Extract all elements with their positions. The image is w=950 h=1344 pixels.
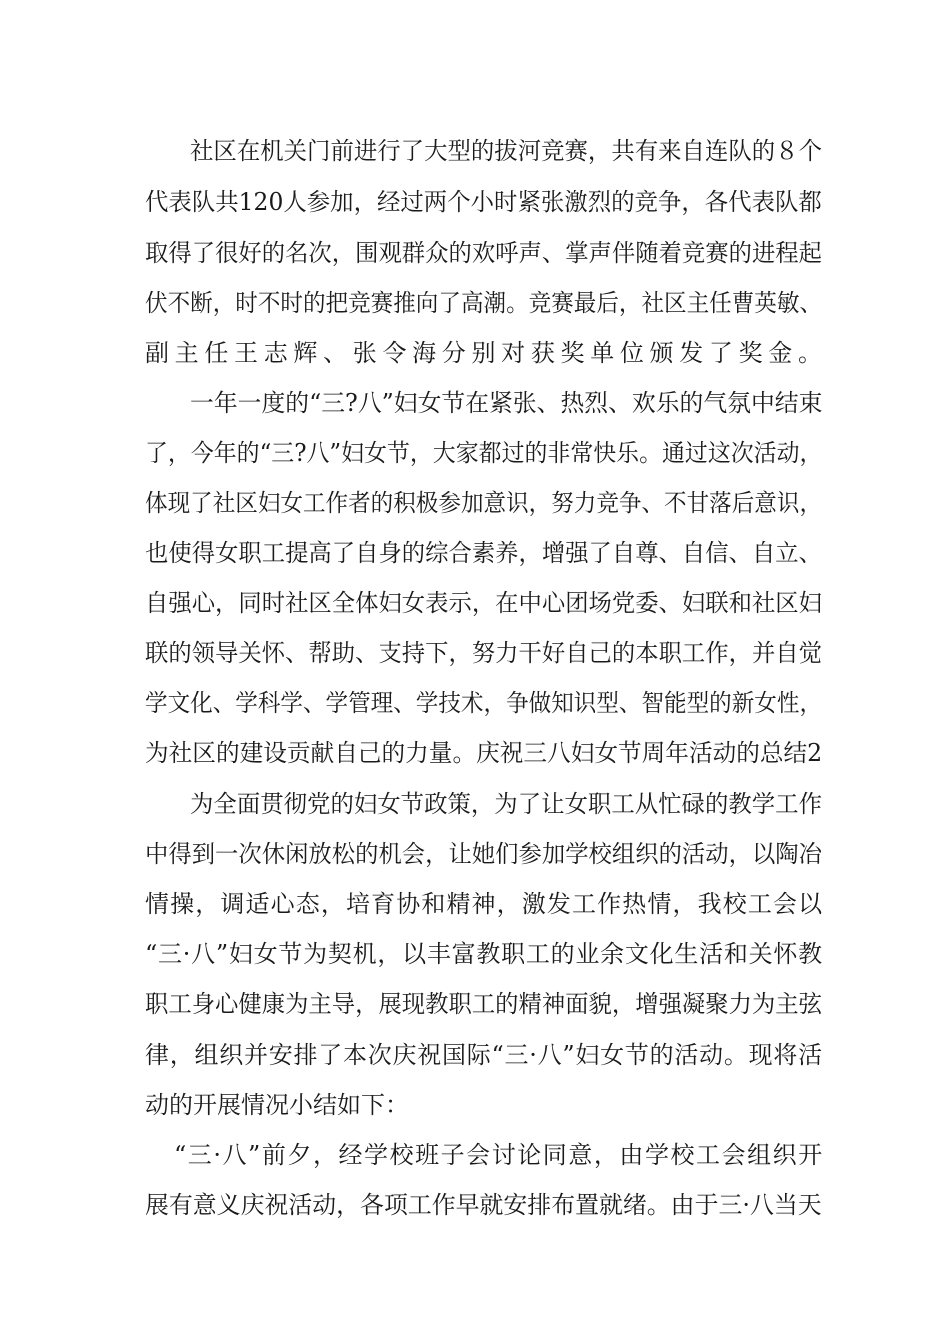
text-line: 为社区的建设贡献自己的力量。庆祝三八妇女节周年活动的总结2 bbox=[145, 739, 823, 767]
text-line: 律，组织并安排了本次庆祝国际“三·八”妇女节的活动。现将活 bbox=[145, 1041, 823, 1069]
text-line: 展有意义庆祝活动，各项工作早就安排布置就绪。由于三·八当天 bbox=[145, 1191, 822, 1219]
text-line: “三·八”前夕，经学校班子会讨论同意，由学校工会组织开 bbox=[174, 1141, 824, 1169]
text-line: 职工身心健康为主导，展现教职工的精神面貌，增强凝聚力为主弦 bbox=[145, 990, 822, 1018]
text-line: 了，今年的“三?八”妇女节，大家都过的非常快乐。通过这次活动， bbox=[145, 439, 823, 467]
text-line: 也使得女职工提高了自身的综合素养，增强了自尊、自信、自立、 bbox=[145, 539, 822, 567]
text-line: 副主任王志辉、张令海分别对获奖单位颁发了奖金。 bbox=[145, 339, 828, 367]
text-line: 情操，调适心态，培育协和精神，激发工作热情，我校工会以 bbox=[145, 890, 824, 918]
text-line: 社区在机关门前进行了大型的拔河竞赛，共有来自连队的８个 bbox=[190, 137, 822, 165]
text-line: 自强心，同时社区全体妇女表示，在中心团场党委、妇联和社区妇 bbox=[145, 589, 822, 617]
text-line: 伏不断，时不时的把竞赛推向了高潮。竞赛最后，社区主任曹英敏、 bbox=[145, 289, 823, 317]
text-line: 动的开展情况小结如下： bbox=[145, 1091, 409, 1119]
text-line: 中得到一次休闲放松的机会，让她们参加学校组织的活动，以陶冶 bbox=[145, 840, 822, 868]
text-line: 学文化、学科学、学管理、学技术，争做知识型、智能型的新女性， bbox=[145, 689, 823, 717]
text-line: 一年一度的“三?八”妇女节在紧张、热烈、欢乐的气氛中结束 bbox=[190, 389, 823, 417]
text-line: “三·八”妇女节为契机，以丰富教职工的业余文化生活和关怀教 bbox=[145, 940, 823, 968]
text-line: 体现了社区妇女工作者的积极参加意识，努力竞争、不甘落后意识， bbox=[145, 489, 823, 517]
text-line: 联的领导关怀、帮助、支持下，努力干好自己的本职工作，并自觉 bbox=[145, 639, 822, 667]
text-line: 取得了很好的名次，围观群众的欢呼声、掌声伴随着竞赛的进程起 bbox=[145, 239, 822, 267]
text-line: 代表队共120人参加，经过两个小时紧张激烈的竞争，各代表队都 bbox=[145, 188, 822, 216]
text-line: 为全面贯彻党的妇女节政策，为了让女职工从忙碌的教学工作 bbox=[190, 790, 822, 818]
